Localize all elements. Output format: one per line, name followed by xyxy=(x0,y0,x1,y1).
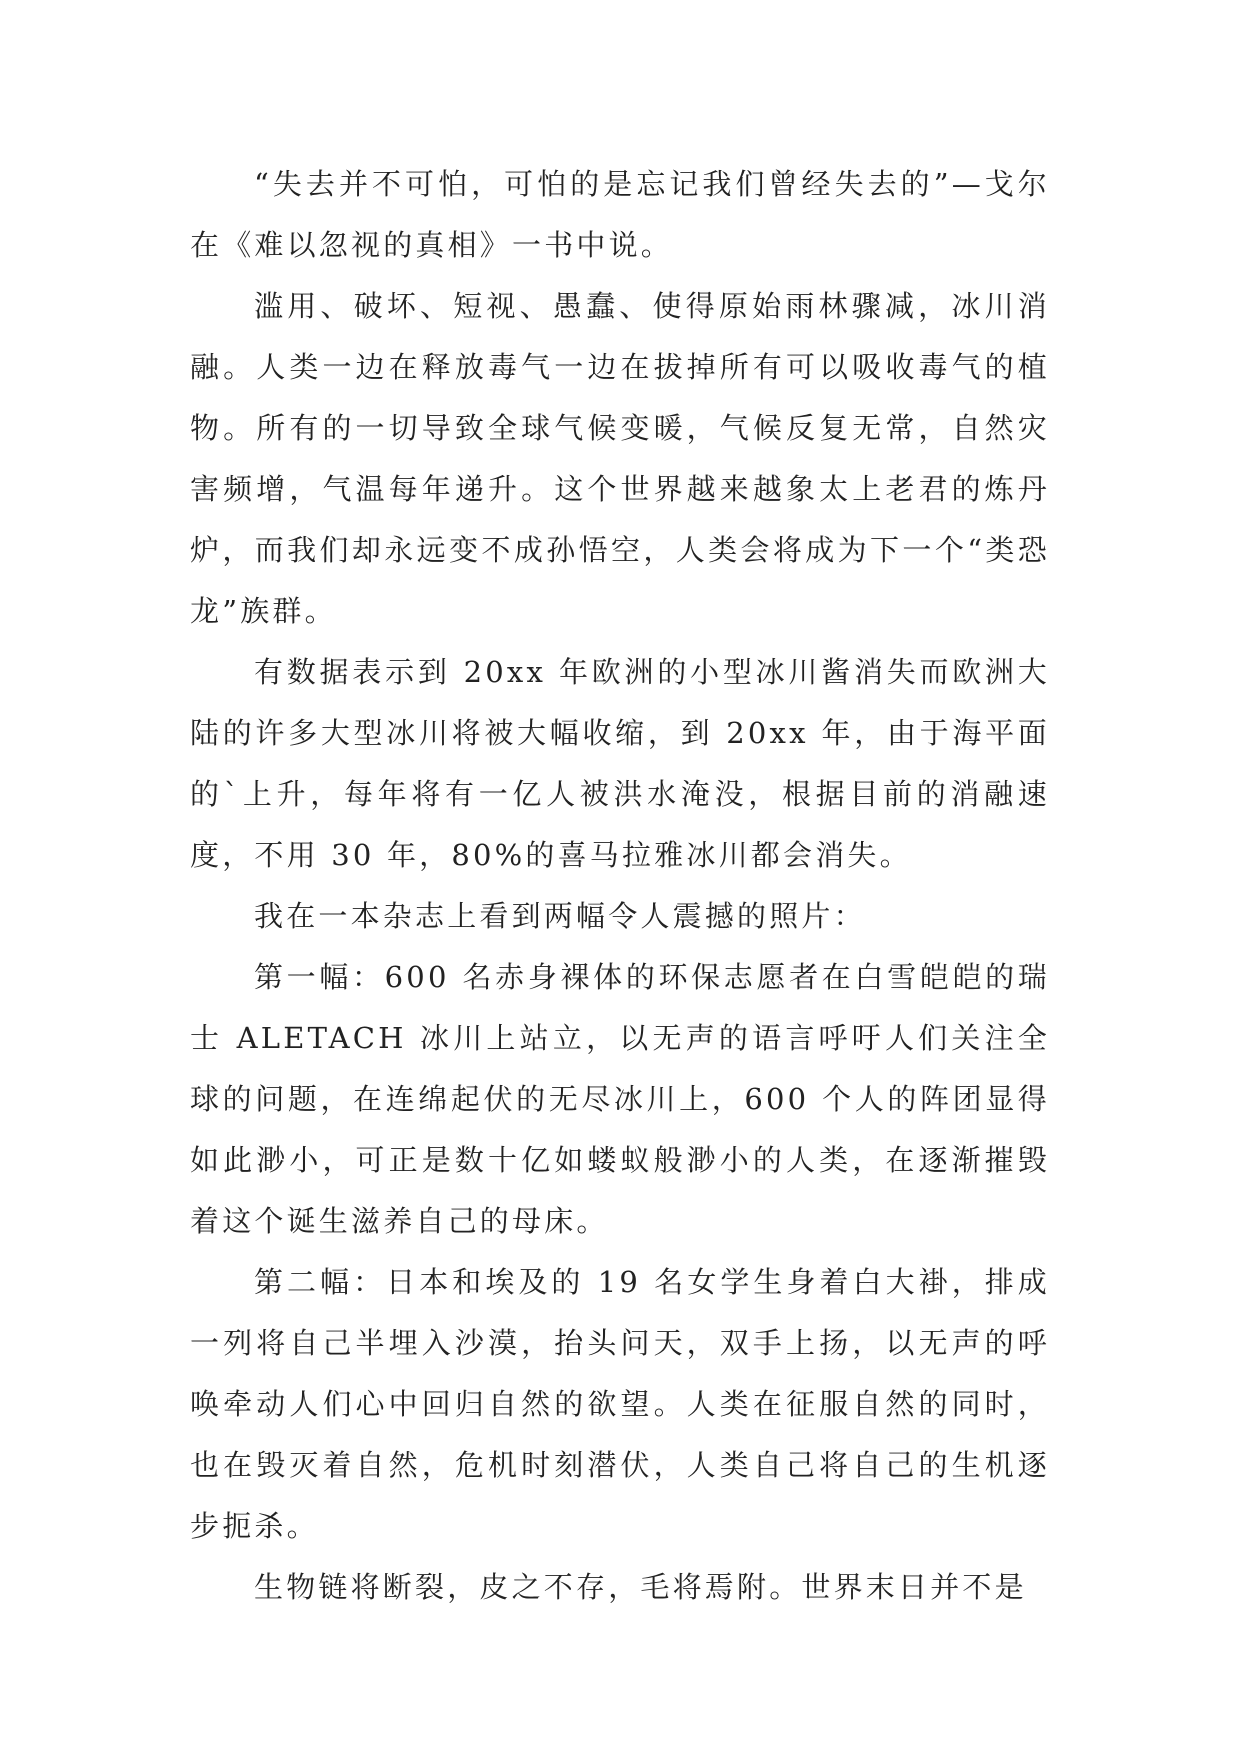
paragraph-photos-intro: 我在一本杂志上看到两幅令人震撼的照片： xyxy=(254,899,866,933)
paragraph-photo-one: 第一幅：600 名赤身裸体的环保志愿者在白雪皑皑的瑞士 ALETACH 冰川上站立，以无声的语言呼吁人们关注全球的问题，在连绵起伏的无尽冰川上，600 个人的阵团显得如此渺小，可正是数十亿如蝼蚁般渺小的人类，在逐渐摧毁着这个诞生滋养自己的母床。 xyxy=(190,960,1050,1238)
paragraph-conclusion: 生物链将断裂，皮之不存，毛将焉附。世界末日并不是 xyxy=(254,1570,1027,1604)
paragraph-data: 有数据表示到 20xx 年欧洲的小型冰川酱消失而欧洲大陆的许多大型冰川将被大幅收缩，到 20xx 年，由于海平面的`上升，每年将有一亿人被洪水淹没，根据目前的消融速度，不用 30 年，80%的喜马拉雅冰川都会消失。 xyxy=(190,655,1050,872)
paragraph-photo-two: 第二幅：日本和埃及的 19 名女学生身着白大褂，排成一列将自己半埋入沙漠，抬头问天，双手上扬，以无声的呼唤牵动人们心中回归自然的欲望。人类在征服自然的同时，也在毁灭着自然，危机时刻潜伏，人类自己将自己的生机逐步扼杀。 xyxy=(190,1265,1050,1543)
essay-body xyxy=(190,154,1050,1618)
paragraph-causes: 滥用、破坏、短视、愚蠢、使得原始雨林骤减，冰川消融。人类一边在释放毒气一边在拔掉所有可以吸收毒气的植物。所有的一切导致全球气候变暖，气候反复无常，自然灾害频增，气温每年递升。这个世界越来越象太上老君的炼丹炉，而我们却永远变不成孙悟空，人类会将成为下一个“类恐龙”族群。 xyxy=(190,289,1050,628)
paragraph-quote: “失去并不可怕，可怕的是忘记我们曾经失去的”—戈尔在《难以忽视的真相》一书中说。 xyxy=(190,167,1050,262)
